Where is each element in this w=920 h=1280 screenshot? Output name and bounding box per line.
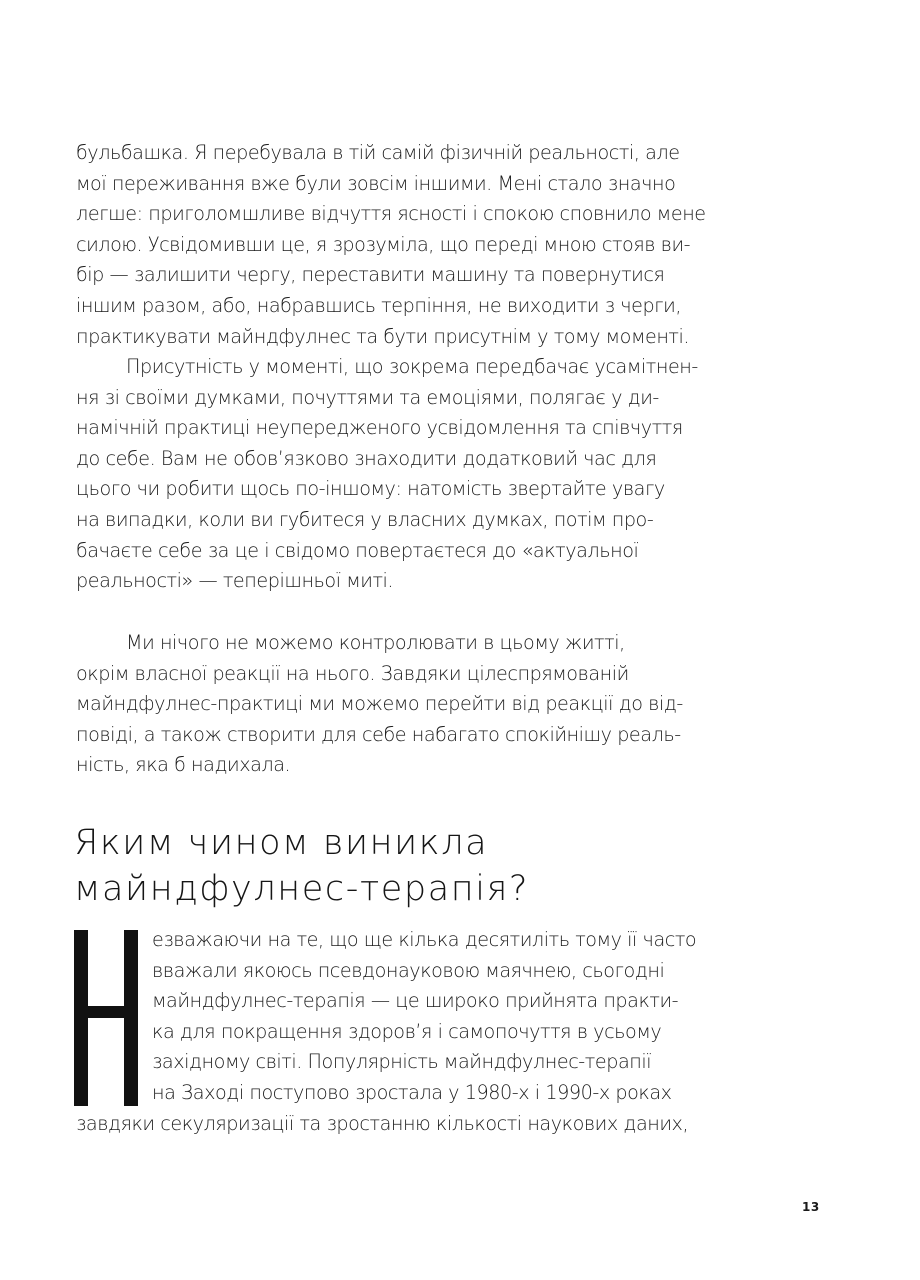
section-heading [74, 820, 834, 912]
text-line: силою. Усвідомивши це, я зрозуміла, що переді мною стояв ви- [76, 232, 691, 256]
text-line-indented: Присутність у моменті, що зокрема передбачає усамітнен- [126, 355, 698, 378]
text-line-dropcap: ка для покращення здоров’я і самопочуття в усьому [152, 1019, 662, 1043]
text-line: іншим разом, або, набравшись терпіння, не виходити з черги, [76, 293, 681, 317]
text-line: намічній практиці неупередженого усвідомлення та співчуття [76, 416, 683, 440]
text-line: окрім власної реакції на нього. Завдяки цілеспрямованій [76, 661, 629, 685]
text-line: ня зі своїми думками, почуттями та емоціями, полягає у ди- [76, 385, 659, 409]
text-line-dropcap: західному світі. Популярність майндфулнес-терапії [152, 1050, 652, 1074]
text-line: завдяки секуляризації та зростанню кількості наукових даних, [76, 1111, 689, 1135]
text-line-indented: Ми нічого не можемо контролювати в цьому житті, [126, 631, 625, 654]
paragraph-2 [76, 352, 856, 597]
text-line: легше: приголомшливе відчуття ясності і спокою сповнило мене [76, 202, 706, 226]
text-line-dropcap: вважали якоюсь псевдонауковою маячнею, сьогодні [152, 958, 665, 982]
text-line-dropcap: езважаючи на те, що ще кілька десятиліть тому її часто [152, 928, 697, 951]
text-line: на випадки, коли ви губитеся у власних думках, потім про- [76, 507, 654, 531]
text-line: повіді, а також створити для себе набагато спокійнішу реаль- [76, 722, 681, 746]
text-line: практикувати майндфулнес та бути присутнім у тому моменті. [76, 324, 690, 348]
text-line-dropcap: на Заході поступово зростала у 1980-х і 1990-х роках [152, 1080, 672, 1104]
text-line: бір — залишити чергу, переставити машину та повернутися [76, 263, 665, 287]
drop-cap-text [72, 922, 73, 923]
section-paragraph [76, 925, 856, 1139]
text-line: бачаєте себе за це і свідомо повертаєтеся до «актуальної [76, 538, 639, 562]
text-line-dropcap: майндфулнес-терапія — це широко прийнята практи- [152, 989, 679, 1013]
paragraph-3 [76, 628, 856, 781]
paragraph-1 [76, 138, 856, 352]
heading-line: Яким чином виникла [74, 823, 489, 863]
text-line: реальності» — теперішньої миті. [76, 569, 394, 593]
text-line: ність, яка б надихала. [76, 753, 291, 777]
text-line: майндфулнес-практиці ми можемо перейти від реакції до від- [76, 692, 683, 716]
page-number: 13 [802, 1200, 820, 1214]
heading-line: майндфулнес-терапія? [74, 869, 530, 909]
text-line: мої переживання вже були зовсім іншими. Мені стало значно [76, 171, 676, 195]
text-line: цього чи робити щось по-іншому: натомість звертайте увагу [76, 477, 665, 501]
text-line: бульбашка. Я перебувала в тій самій фізичній реальності, але [76, 141, 680, 164]
text-line: до себе. Вам не обов’язково знаходити додатковий час для [76, 446, 657, 470]
